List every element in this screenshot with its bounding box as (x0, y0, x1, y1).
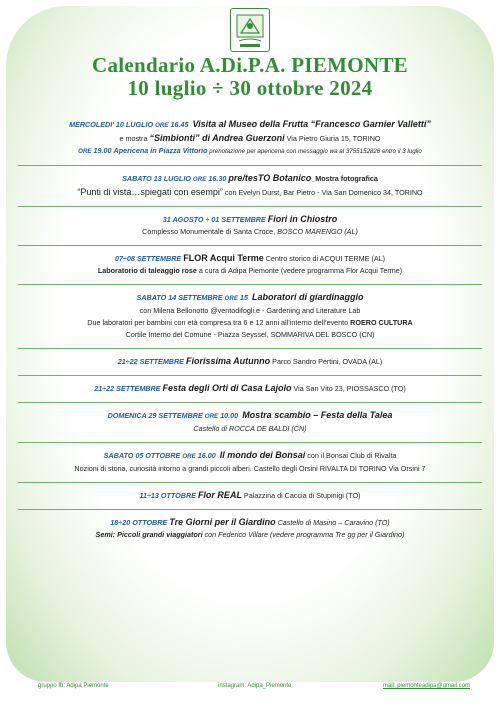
event-title: Mostra scambio – Festa della Talea (242, 410, 393, 420)
event-title: Festa degli Orti di Casa Lajolo (162, 383, 292, 393)
event-subtitle: “Punti di vista…spiegati con esempi” (77, 187, 223, 197)
event-title: Laboratori di giardinaggio (251, 292, 364, 302)
event-time: 16.30 (208, 174, 227, 183)
event-fiorissima-autunno (18, 349, 482, 376)
event-location: Complesso Monumentale di Santa Croce, (142, 227, 278, 236)
event-festa-orti (18, 376, 482, 403)
event-location: Via Pietro Giuria 15, TORINO (284, 134, 381, 143)
adipa-logo (230, 8, 270, 52)
event-ore: ORE (182, 453, 196, 460)
event-date: DOMENICA 29 SETTEMBRE (107, 411, 203, 420)
event-subtitle: Semi: Piccoli grandi viaggiatori (95, 530, 203, 539)
event-mondo-bonsai (18, 443, 482, 483)
event-subtitle: “Simbionti” di Andrea Guerzoni (149, 133, 285, 143)
event-date: SABATO 14 SETTEMBRE (136, 293, 223, 302)
event-title-tail: _Mostra fotografica (311, 174, 378, 183)
event-title: Fiorissima Autunno (185, 356, 271, 366)
event-ore: ORE (155, 122, 169, 129)
event-time: 16.00 (197, 451, 216, 460)
event-time: 16.45 (170, 120, 189, 129)
event-date: 07÷08 SETTEMBRE (114, 254, 182, 263)
event-tre-giorni-giardino (18, 510, 482, 548)
event-location: Castello di Masino – Caravino (TO) (275, 518, 390, 527)
event-location: Via San Vito 23, PIOSSASCO (TO) (291, 384, 406, 393)
event-location-town: BOSCO MARENGO (AL) (277, 227, 358, 236)
event-text: Nozioni di storia, curiosità intorno a grandi piccoli alberi. Castello degli Orsini RIVALTA DI TORINO Via Orsini 7 (74, 464, 426, 473)
event-date: 31 AGOSTO ÷ 01 SETTEMBRE (162, 215, 266, 224)
event-title: Visita al Museo della Frutta “Francesco Garnier Valletti” (192, 119, 431, 129)
event-organizer: con il Bonsai Club di Rivalta (305, 451, 397, 460)
event-location: Palazzina di Caccia di Stupinigi (TO) (241, 491, 361, 500)
event-text: a cura di Adipa Piemonte (vedere programma Flor Acqui Terme) (196, 266, 403, 275)
footer-mail-link[interactable]: mail: piemonteadipa@gmail.com (382, 683, 470, 689)
event-laboratori-giardinaggio (18, 285, 482, 349)
event-text: Due laboratori per bambini con età compresa tra 6 e 12 anni all’interno dell’evento (87, 318, 351, 327)
event-location: Cortile Interno del Comune - Piazza Seyssel, SOMMARIVA DEL BOSCO (CN) (125, 330, 375, 339)
event-highlight: ROERO CULTURA (350, 318, 413, 327)
event-flor-real (18, 483, 482, 510)
event-location: Parco Sandro Pertini, OVADA (AL) (270, 357, 383, 366)
event-ore: ORE (192, 176, 207, 183)
page-subtitle-dates: 10 luglio ÷ 30 ottobre 2024 (127, 76, 373, 100)
event-date: 21÷22 SETTEMBRE (117, 357, 184, 366)
event-subtitle: Laboratorio di taleaggio rose (97, 266, 197, 275)
event-text: con Milena Bellonotto @ventodifogli.e - Gardening and Literature Lab (139, 306, 361, 315)
event-time: 19.00 (93, 146, 112, 155)
event-time: 10.00 (220, 411, 239, 420)
events-list (18, 112, 482, 548)
event-text: con Federico Villare (vedere programma Tre gg per il Giardino) (202, 530, 405, 539)
event-title: Fiori in Chiostro (267, 214, 338, 224)
event-text: e mostra (119, 134, 150, 143)
event-date: SABATO 05 OTTOBRE (103, 451, 181, 460)
event-title: Apericena in Piazza Vittorio (113, 146, 208, 155)
event-date: 18÷20 OTTOBRE (110, 518, 168, 527)
event-time: 15 (239, 293, 248, 302)
event-note: prenotazione per apericena con messaggio wa al 3755152826 entro il 3 luglio (207, 148, 422, 155)
event-date: MERCOLEDI' 10 LUGLIO (69, 120, 154, 129)
event-location: Castello di ROCCA DE BALDI (CN) (193, 424, 307, 433)
event-date: 21÷22 SETTEMBRE (94, 384, 161, 393)
event-museo-frutta (18, 112, 482, 166)
footer-instagram: instagram: Adipa_Piemonte (218, 683, 292, 689)
event-title: pre/tesTO Botanico (228, 173, 312, 183)
event-fiori-in-chiostro (18, 207, 482, 246)
event-location: Centro storico di ACQUI TERME (AL) (263, 254, 386, 263)
event-ore: ORE (204, 413, 219, 420)
event-ore: ORE (224, 295, 238, 302)
event-title: Il mondo dei Bonsai (219, 450, 306, 460)
event-date: SABATO 13 LUGLIO (122, 174, 191, 183)
event-mostra-scambio (18, 403, 482, 443)
footer-facebook-group: gruppo fb: Adipa Piemonte (38, 683, 109, 689)
event-title: Tre Giorni per il Giardino (169, 517, 276, 527)
event-ore: ORE (78, 148, 92, 155)
event-date: 11÷13 OTTOBRE (139, 491, 196, 500)
event-location: con Evelyn Durst, Bar Pietro - Via San Domenico 34, TORINO (222, 188, 423, 197)
event-title: Flor REAL (197, 490, 242, 500)
event-flor-acqui (18, 246, 482, 285)
event-title: FLOR Acqui Terme (183, 253, 264, 263)
event-pretesto-botanico (18, 166, 482, 207)
page-title: Calendario A.Di.P.A. PIEMONTE (92, 53, 408, 77)
